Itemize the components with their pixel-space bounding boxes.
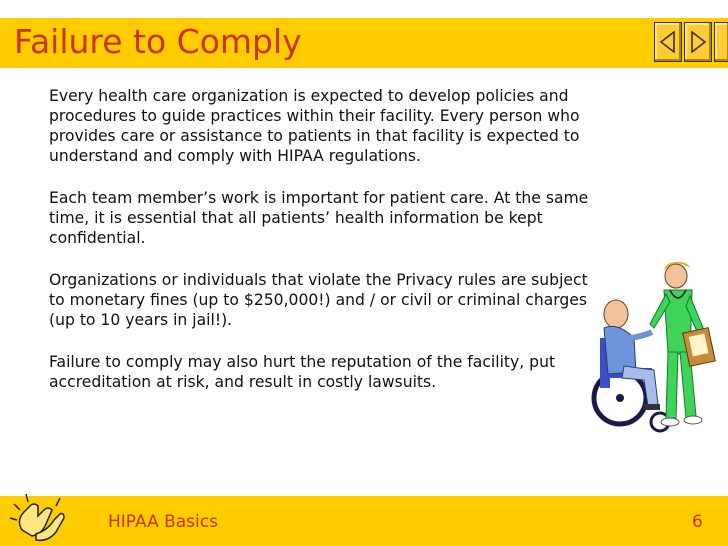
previous-slide-button[interactable] (654, 22, 682, 62)
footer-label: HIPAA Basics (108, 512, 218, 532)
page-title: Failure to Comply (14, 22, 302, 61)
paragraph-2: Each team member’s work is important for patient care. At the same time, it is essential that all patients’ health information be kept confidential. (49, 189, 589, 247)
triangle-left-icon (659, 31, 677, 53)
triangle-right-icon (689, 31, 707, 53)
next-button-edge[interactable] (714, 22, 728, 62)
page-number: 6 (692, 512, 703, 532)
nurse-and-wheelchair-patient-illustration (578, 262, 726, 442)
paragraph-4: Failure to comply may also hurt the reputation of the facility, put accreditation at risk, and result in costly lawsuits. (49, 353, 556, 391)
hands-logo-icon (8, 490, 70, 546)
paragraph-3: Organizations or individuals that violate the Privacy rules are subject to monetary fines (up to $250,000!) and / or civil or criminal charges (up to 10 years in jail!). (49, 271, 588, 329)
paragraph-1: Every health care organization is expected to develop policies and procedures to guide practices within their facility. Every person who provides care or assistance to patients in that facility is expected to understand and comply with HIPAA regulations. (49, 87, 580, 165)
next-slide-button[interactable] (684, 22, 712, 62)
slide-body (49, 86, 589, 414)
